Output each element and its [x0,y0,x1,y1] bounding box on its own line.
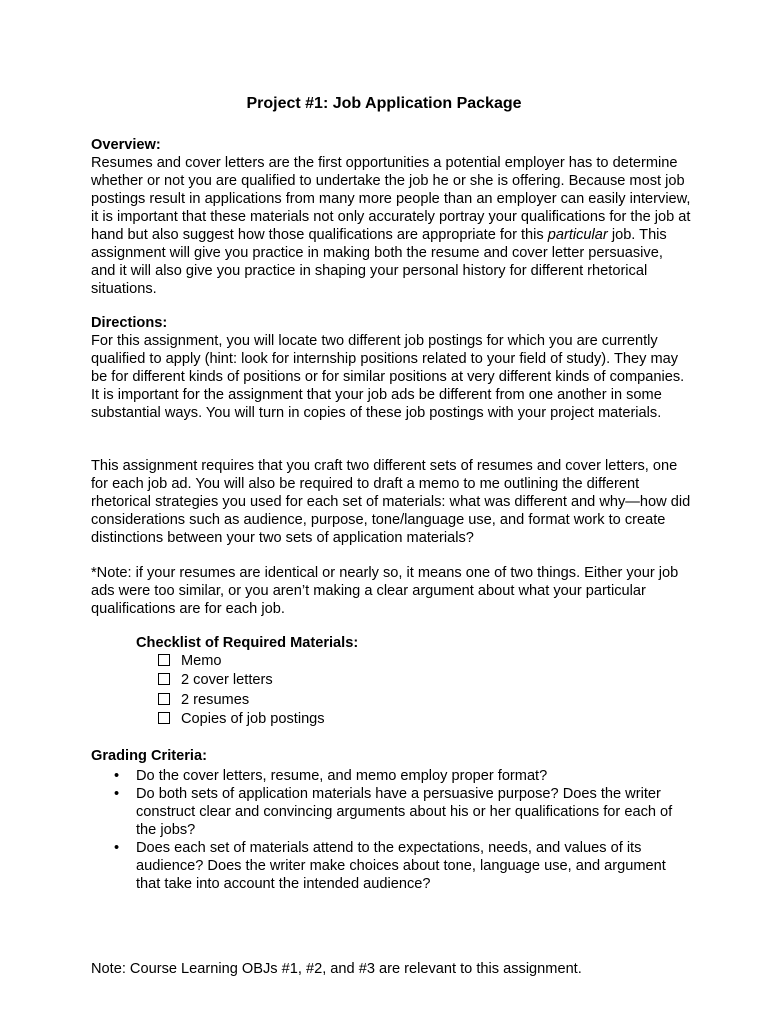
overview-text-end: job. This assignment will give you practice in making both the resume and cover letter persuasive, and it will also give you practice in shaping your personal history for different rhetorical situations. [91,227,667,297]
grading-heading: Grading Criteria: [91,748,207,764]
bullet-icon: • [114,786,120,802]
checklist-item [158,671,325,690]
bullet-icon: • [114,768,120,784]
page-title: Project #1: Job Application Package [246,95,522,112]
directions-paragraph-2: This assignment requires that you craft two different sets of resumes and cover letters, one for each job ad. You will also be required to draft a memo to me outlining the different rhetorical strategies you used for each set of materials: what was different and why—how did considerations such as audience, purpose, tone/language use, and format work to create distinctions between your two sets of application materials? [91,458,691,546]
checklist-item-label: Copies of job postings [181,711,325,728]
directions-heading: Directions: [91,315,168,331]
grading-item-text: Do the cover letters, resume, and memo employ proper format? [136,768,548,784]
checklist-item-label: 2 resumes [181,691,250,708]
grading-list [114,767,689,893]
directions-paragraph-2-wrap [91,457,691,547]
list-item [114,785,689,839]
overview-text-start: Resumes and cover letters are the first opportunities a potential employer has to determine whether or not you are qualified to undertake the job he or she is offering. Because most job postings result in applications from many more people than an employer can easily interview, it is important that these materials not only accurately portray your qualifications for the job at hand but also suggest how those qualifications are appropriate for this [91,155,691,243]
checkbox-icon [158,712,170,724]
grading-item-text: Do both sets of application materials have a persuasive purpose? Does the writer construct clear and convincing arguments about his or her qualifications for each of the jobs? [136,786,673,838]
checklist-heading: Checklist of Required Materials: [136,635,359,651]
directions-note: *Note: if your resumes are identical or nearly so, it means one of two things. Either your job ads were too similar, or you aren’t making a clear argument about what your particular qualifications are for each job. [91,565,679,617]
checklist [158,652,325,730]
grading-section [91,747,691,765]
overview-text [91,154,691,298]
list-item [114,839,689,893]
bullet-icon: • [114,840,120,856]
checklist-item [158,691,325,710]
note-wrap [91,564,691,618]
grading-item-text: Does each set of materials attend to the expectations, needs, and values of its audience? Does the writer make choices about tone, language use, and argument that take into account the intended audience? [136,840,666,892]
overview-italic-word: particular [547,227,608,243]
footer-note: Note: Course Learning OBJs #1, #2, and #3 are relevant to this assignment. [91,961,582,977]
checkbox-icon [158,693,170,705]
directions-paragraph-1: For this assignment, you will locate two different job postings for which you are currently qualified to apply (hint: look for internship positions related to your field of study). They may be for different kinds of positions or for similar positions at very different kinds of companies. It is important for the assignment that your job ads be different from one another in some substantial ways. You will turn in copies of these job postings with your project materials. [91,333,685,421]
checklist-item [158,710,325,729]
overview-section [91,136,691,298]
checklist-item [158,652,325,671]
checklist-item-label: Memo [181,653,222,669]
checkbox-icon [158,654,170,666]
overview-heading: Overview: [91,137,161,153]
directions-section [91,314,691,422]
checklist-item-label: 2 cover letters [181,672,273,689]
checkbox-icon [158,673,170,685]
list-item [114,767,689,785]
